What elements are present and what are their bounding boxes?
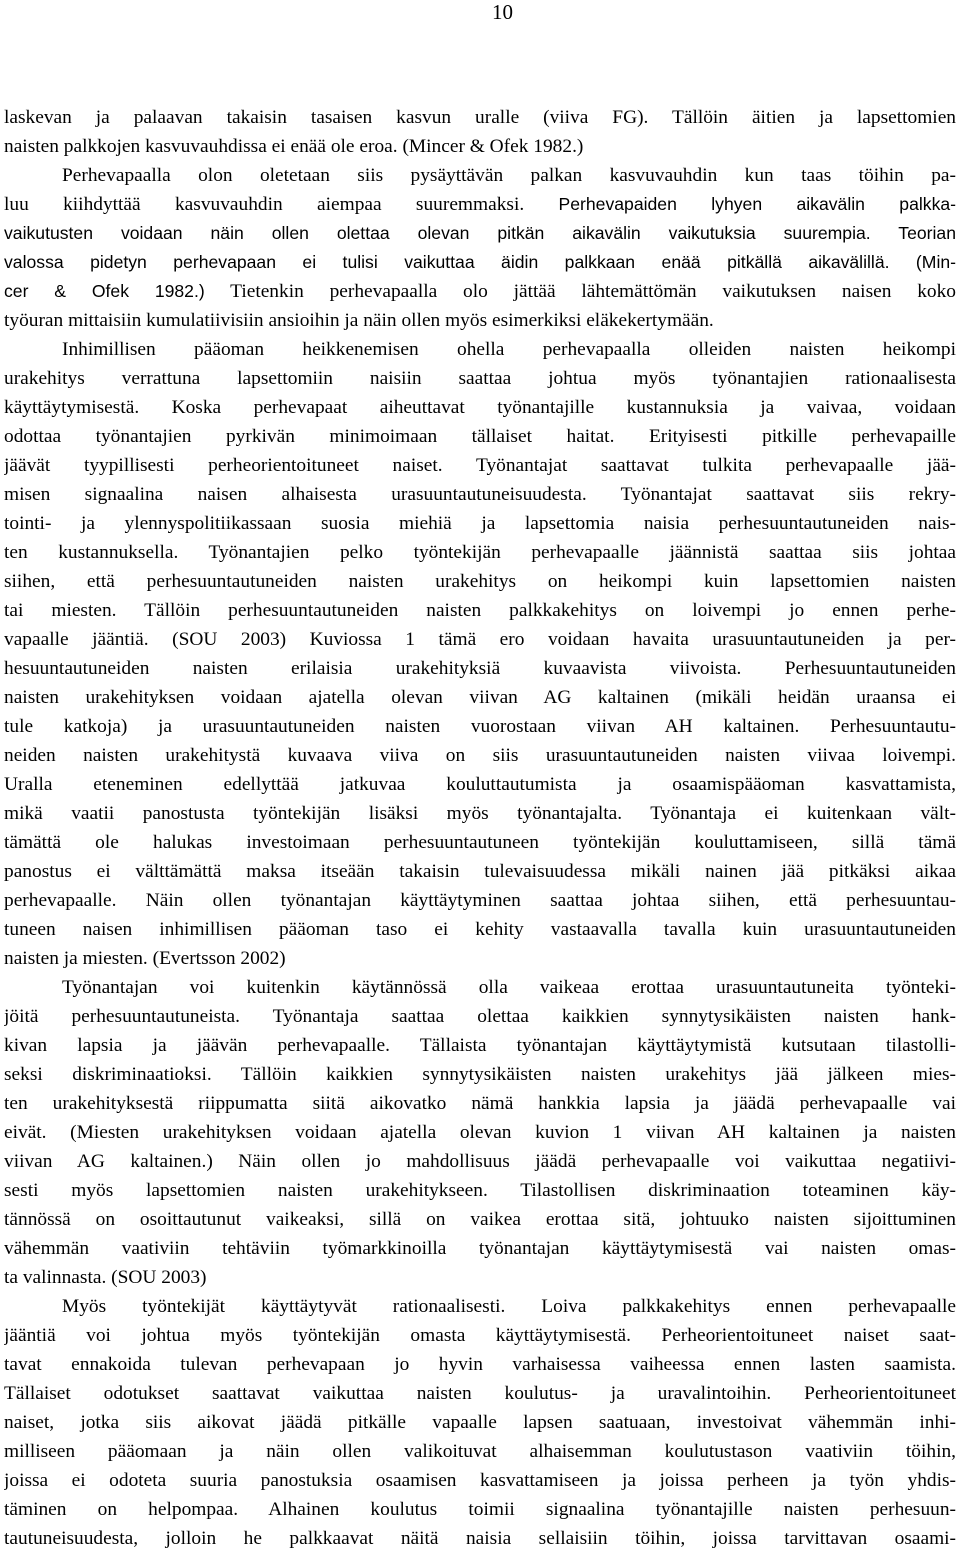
body-text — [4, 103, 956, 1553]
text-segment: cer & Ofek 1982.) — [4, 281, 205, 301]
text-line: milliseen pääomaan ja näin ollen valikoituvat alhaisemman koulutustason vaativiin töihin, — [4, 1441, 956, 1462]
text-line: Uralla eteneminen edellyttää jatkuvaa kouluttautumista ja osaamispääoman kasvattamista, — [4, 774, 956, 795]
text-line: naisten urakehityksen voidaan ajatella olevan viivan AG kaltainen (mikäli heidän uraansa ei — [4, 687, 956, 708]
text-line: käyttäytymisestä. Koska perhevapaat aiheuttavat työnantajille kustannuksia ja vaivaa, voidaan — [4, 397, 956, 418]
text-line: odottaa työnantajien pyrkivän minimoimaan tällaiset haitat. Erityisesti pitkille perhevapaille — [4, 426, 956, 447]
text-line: kivan lapsia ja jäävän perhevapaalle. Tällaista työnantajan käyttäytymistä kutsutaan tilastolli- — [4, 1035, 956, 1056]
text-line: naisten ja miesten. (Evertsson 2002) — [4, 948, 286, 969]
text-line: Myös työntekijät käyttäytyvät rationaalisesti. Loiva palkkakehitys ennen perhevapaalle — [62, 1296, 956, 1317]
text-segment: Tietenkin perhevapaalla olo jättää lähtemättömän vaikutuksen naisen koko — [204, 281, 956, 302]
text-line: ten urakehityksestä riippumatta siitä aikovatko nämä hankkia lapsia ja jäädä perhevapaalle vai — [4, 1093, 956, 1114]
text-line: neiden naisten urakehitystä kuvaava viiva on siis urasuuntautuneiden naisten viivaa loivempi. — [4, 745, 956, 766]
text-line: vähemmän vaativiin tehtäviin työmarkkinoilla työnantajan käyttäytymisestä vai naisten omas- — [4, 1238, 956, 1259]
text-line: tule katkoja) ja urasuuntautuneiden naisten vuorostaan viivan AH kaltainen. Perhesuuntautu- — [4, 716, 956, 737]
text-line: urakehitys verrattuna lapsettomiin naisiin saattaa johtua myös työnantajien rationaalisesta — [4, 368, 956, 389]
text-line: mikä vaatii panostusta työntekijän lisäksi myös työnantajalta. Työnantaja ei kuitenkaan vält- — [4, 803, 956, 824]
text-line: seksi diskriminaatioksi. Tällöin kaikkien synnytysikäisten naisten urakehitys jää jälkeen mies- — [4, 1064, 956, 1085]
text-line: tointi- ja ylennyspolitiikassaan suosia miehiä ja lapsettomia naisia perhesuuntautuneiden nais- — [4, 513, 956, 534]
text-line: tämättä ole halukas investoimaan perhesuuntautuneen työntekijän kouluttamiseen, sillä tämä — [4, 832, 956, 853]
text-line: hesuuntautuneiden naisten erilaisia urakehityksiä kuvaavista viivoista. Perhesuuntautuneiden — [4, 658, 956, 679]
text-line: jöitä perhesuuntautuneista. Työnantaja saattaa olettaa kaikkien synnytysikäisten naisten hank- — [4, 1006, 956, 1027]
text-segment: valossa pidetyn perhevapaan ei tulisi vaikuttaa äidin palkkaan enää pitkällä aikavälillä. (Min- — [4, 252, 956, 272]
text-line: Työnantajan voi kuitenkin käytännössä olla vaikeaa erottaa urasuuntautuneita työnteki- — [62, 977, 956, 998]
text-segment: vaikutusten voidaan näin ollen olettaa olevan pitkän aikavälin vaikutuksia suurempia. Teorian — [4, 223, 956, 243]
text-line: siihen, että perhesuuntautuneiden naisten urakehitys on heikompi kuin lapsettomien naisten — [4, 571, 956, 592]
text-line: panostus ei välttämättä maksa itseään takaisin tulevaisuudessa mikäli nainen jää pitkäksi aikaa — [4, 861, 956, 882]
text-line — [4, 248, 956, 277]
text-line: jäävät tyypillisesti perheorientoituneet naiset. Työnantajat saattavat tulkita perhevapaalle jää- — [4, 455, 956, 476]
text-line: Inhimillisen pääoman heikkenemisen ohella perhevapaalla olleiden naisten heikompi — [62, 339, 956, 360]
text-segment: luu kiihdyttää kasvuvauhdin aiempaa suuremmaksi. — [4, 194, 559, 215]
text-line: tännössä on osoittautunut vaikeaksi, sillä on vaikea erottaa sitä, johtuuko naisten sijoittuminen — [4, 1209, 956, 1230]
text-line: joissa ei odoteta suuria panostuksia osaamisen kasvattamiseen ja joissa perheen ja työn yhdis- — [4, 1470, 956, 1491]
text-line — [4, 219, 956, 248]
text-line — [4, 277, 956, 306]
text-segment: Perhevapaiden lyhyen aikavälin palkka- — [558, 194, 956, 214]
text-line: sesti myös lapsettomien naisten urakehitykseen. Tilastollisen diskriminaation toteaminen käy- — [4, 1180, 956, 1201]
text-line: ten kustannuksella. Työnantajien pelko työntekijän perhevapaalle jäännistä saattaa siis johtaa — [4, 542, 956, 563]
text-line: tautuneisuudesta, jolloin he palkkaavat näitä naisia sellaisiin töihin, joissa tarvittavan osaami- — [4, 1528, 956, 1549]
text-line: perhevapaalle. Näin ollen työnantajan käyttäytyminen saattaa johtaa siihen, että perhesuuntau- — [4, 890, 956, 911]
text-line: Tällaiset odotukset saattavat vaikuttaa naisten koulutus- ja uravalintoihin. Perheorientoituneet — [4, 1383, 956, 1404]
page-number: 10 — [492, 0, 513, 24]
text-line: tavat ennakoida tulevan perhevapaan jo hyvin varhaisessa vaiheessa ennen lasten saamista. — [4, 1354, 956, 1375]
text-line: ta valinnasta. (SOU 2003) — [4, 1267, 207, 1288]
text-line: viivan AG kaltainen.) Näin ollen jo mahdollisuus jäädä perhevapaalle voi vaikuttaa negatiivi- — [4, 1151, 956, 1172]
text-line: naiset, jotka siis aikovat jäädä pitkälle vapaalle lapsen saatuaan, investoivat vähemmän inhi- — [4, 1412, 956, 1433]
text-line: naisten palkkojen kasvuvauhdissa ei enää ole eroa. (Mincer & Ofek 1982.) — [4, 136, 584, 157]
text-line: misen signaalina naisen alhaisesta urasuuntautuneisuudesta. Työnantajat saattavat siis rekry- — [4, 484, 956, 505]
text-line: vapaalle jääntiä. (SOU 2003) Kuviossa 1 tämä ero voidaan havaita urasuuntautuneiden ja per- — [4, 629, 956, 650]
text-line: tuneen naisen inhimillisen pääoman taso ei kehity vastaavalla tavalla kuin urasuuntautuneiden — [4, 919, 956, 940]
text-line: työuran mittaisiin kumulatiivisiin ansioihin ja näin ollen myös esimerkiksi eläkekertymään. — [4, 310, 714, 331]
text-line: Perhevapaalla olon oletetaan siis pysäyttävän palkan kasvuvauhdin kun taas töihin pa- — [62, 165, 956, 186]
text-line: laskevan ja palaavan takaisin tasaisen kasvun uralle (viiva FG). Tällöin äitien ja lapsettomien — [4, 107, 956, 128]
text-line: tai miesten. Tällöin perhesuuntautuneiden naisten palkkakehitys on loivempi jo ennen perhe- — [4, 600, 956, 621]
text-line: täminen on helpompaa. Alhainen koulutus toimii signaalina työnantajille naisten perhesuun- — [4, 1499, 956, 1520]
text-line: eivät. (Miesten urakehityksen voidaan ajatella olevan kuvion 1 viivan AH kaltainen ja naisten — [4, 1122, 956, 1143]
text-line: jääntiä voi johtua myös työntekijän omasta käyttäytymisestä. Perheorientoituneet naiset saat- — [4, 1325, 956, 1346]
text-line — [4, 190, 956, 219]
